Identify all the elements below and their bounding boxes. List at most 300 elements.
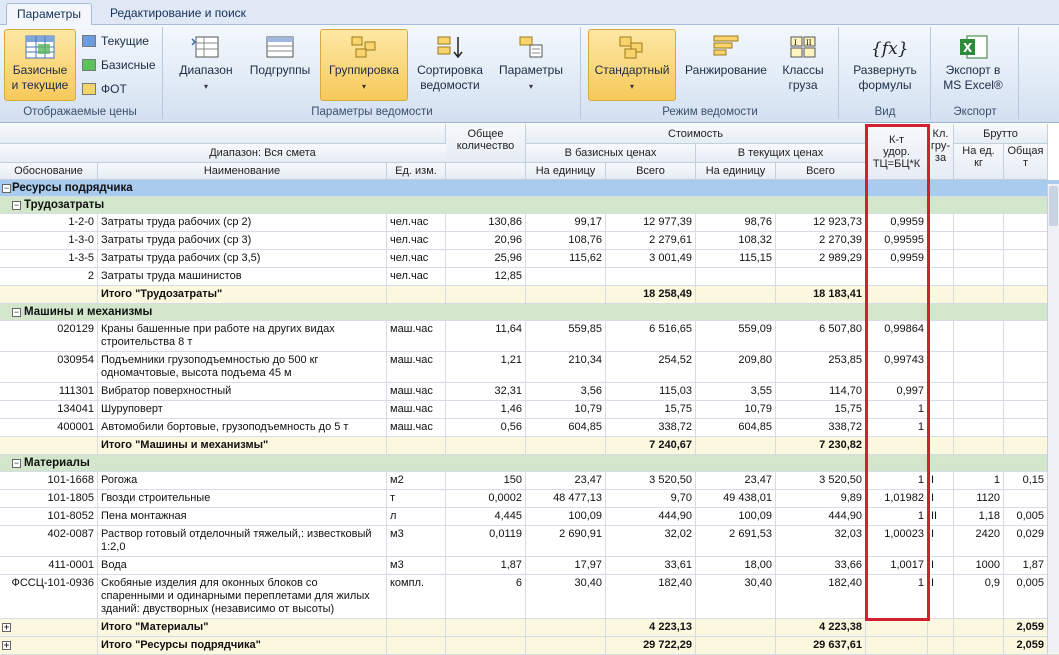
cell-base-per-unit: 559,85 bbox=[526, 321, 606, 351]
ranking-icon bbox=[710, 34, 742, 60]
group-separator bbox=[930, 27, 931, 119]
cell-base-total: 33,61 bbox=[606, 557, 696, 574]
table-row[interactable] bbox=[0, 490, 1059, 508]
header-total-t: Общая т bbox=[1004, 144, 1048, 180]
header-cur-per-unit[interactable]: На единицу bbox=[696, 163, 776, 180]
total-row-machines[interactable] bbox=[0, 437, 1059, 455]
cell-base-total: 254,52 bbox=[606, 352, 696, 382]
cell-basis bbox=[0, 619, 98, 636]
header-base-per-unit[interactable]: На единицу bbox=[526, 163, 606, 180]
group-title: Машины и механизмы bbox=[24, 306, 153, 318]
cell-cur-total: 444,90 bbox=[776, 508, 866, 525]
ranking-button[interactable] bbox=[680, 29, 772, 101]
vertical-scrollbar[interactable] bbox=[1047, 184, 1059, 653]
cell-brutto-per-unit: 0,9 bbox=[954, 575, 1004, 618]
cell-cur-per-unit: 100,09 bbox=[696, 508, 776, 525]
cell-cargo-class: II bbox=[928, 508, 954, 525]
cell-brutto-per-unit bbox=[954, 286, 1004, 303]
cell-brutto-per-unit bbox=[954, 383, 1004, 400]
cell-brutto-total: 0,029 bbox=[1004, 526, 1048, 556]
svg-text:X: X bbox=[963, 41, 973, 55]
group-label-export: Экспорт bbox=[953, 106, 997, 118]
cell-cur-per-unit: 2 691,53 bbox=[696, 526, 776, 556]
cell-basis: 411-0001 bbox=[0, 557, 98, 574]
cell-cargo-class: I bbox=[928, 575, 954, 618]
cell-cur-total: 6 507,80 bbox=[776, 321, 866, 351]
cell-base-total: 2 279,61 bbox=[606, 232, 696, 249]
cell-basis bbox=[0, 437, 98, 454]
table-row[interactable] bbox=[0, 575, 1059, 619]
cell-cargo-class bbox=[928, 619, 954, 636]
cell-base-per-unit: 17,97 bbox=[526, 557, 606, 574]
cell-cur-per-unit: 209,80 bbox=[696, 352, 776, 382]
cell-base-total: 32,02 bbox=[606, 526, 696, 556]
cell-unit: чел.час bbox=[387, 250, 446, 267]
cell-unit: маш.час bbox=[387, 352, 446, 382]
cell-name: Затраты труда рабочих (ср 3) bbox=[98, 232, 387, 249]
cell-name: Раствор готовый отделочный тяжелый,: известковый 1:2,0 bbox=[98, 526, 387, 556]
cell-cur-total: 2 989,29 bbox=[776, 250, 866, 267]
cell-base-total: 6 516,65 bbox=[606, 321, 696, 351]
cell-basis: 101-1668 bbox=[0, 472, 98, 489]
cell-base-total: 15,75 bbox=[606, 401, 696, 418]
cell-cur-per-unit: 10,79 bbox=[696, 401, 776, 418]
cell-cur-per-unit bbox=[696, 619, 776, 636]
parameters-label: Параметры bbox=[499, 63, 563, 77]
cell-brutto-total bbox=[1004, 401, 1048, 418]
cell-unit: м3 bbox=[387, 526, 446, 556]
cell-unit: маш.час bbox=[387, 419, 446, 436]
table-row[interactable] bbox=[0, 557, 1059, 575]
cell-qty: 130,86 bbox=[446, 214, 526, 231]
current-prices-toggle[interactable] bbox=[82, 31, 149, 51]
cell-cur-total: 4 223,38 bbox=[776, 619, 866, 636]
cell-name: Вибратор поверхностный bbox=[98, 383, 387, 400]
cell-base-per-unit: 3,56 bbox=[526, 383, 606, 400]
payroll-icon bbox=[82, 83, 96, 95]
cell-qty bbox=[446, 637, 526, 654]
svg-text:{fx}: {fx} bbox=[871, 39, 909, 59]
group-separator bbox=[838, 27, 839, 119]
cell-brutto-per-unit: 2420 bbox=[954, 526, 1004, 556]
cell-unit: маш.час bbox=[387, 321, 446, 351]
cell-cargo-class bbox=[928, 637, 954, 654]
export-excel-label: Экспорт в MS Excel® bbox=[943, 63, 1003, 92]
tab-edit-search[interactable]: Редактирование и поиск bbox=[110, 6, 246, 20]
cell-brutto-total: 0,005 bbox=[1004, 508, 1048, 525]
group-title: Трудозатраты bbox=[24, 199, 105, 211]
grouping-label: Группировка bbox=[329, 63, 399, 77]
ribbon-tab-bar bbox=[0, 0, 1059, 25]
cell-cur-per-unit: 108,32 bbox=[696, 232, 776, 249]
cell-brutto-per-unit: 1 bbox=[954, 472, 1004, 489]
cell-cur-total: 182,40 bbox=[776, 575, 866, 618]
cell-qty: 11,64 bbox=[446, 321, 526, 351]
cell-cargo-class bbox=[928, 437, 954, 454]
cell-name: Скобяные изделия для оконных блоков со спаренными и одинарными переплетами для жилых зданий: двустворных (независимо от высоты) bbox=[98, 575, 387, 618]
cell-qty: 12,85 bbox=[446, 268, 526, 285]
cell-basis: 1-3-5 bbox=[0, 250, 98, 267]
collapse-toggle-icon[interactable]: − bbox=[3, 183, 10, 193]
cell-coef: 0,9959 bbox=[866, 250, 928, 267]
parameters-icon bbox=[515, 34, 547, 60]
cell-cur-per-unit: 98,76 bbox=[696, 214, 776, 231]
cell-cur-total: 29 637,61 bbox=[776, 637, 866, 654]
base-prices-icon bbox=[82, 59, 96, 71]
cell-brutto-total bbox=[1004, 490, 1048, 507]
cell-cur-per-unit: 3,55 bbox=[696, 383, 776, 400]
tab-parameters[interactable]: Параметры bbox=[6, 3, 92, 25]
cell-base-per-unit: 100,09 bbox=[526, 508, 606, 525]
dropdown-arrow-icon: ▾ bbox=[203, 82, 208, 91]
base-prices-toggle[interactable] bbox=[82, 55, 156, 75]
cell-brutto-per-unit: 1120 bbox=[954, 490, 1004, 507]
cell-coef bbox=[866, 286, 928, 303]
cell-unit bbox=[387, 286, 446, 303]
group-row-labor[interactable] bbox=[0, 197, 1059, 214]
cell-base-total: 115,03 bbox=[606, 383, 696, 400]
cell-qty: 0,0002 bbox=[446, 490, 526, 507]
cell-brutto-total bbox=[1004, 383, 1048, 400]
header-base-total[interactable]: Всего bbox=[606, 163, 696, 180]
cell-base-per-unit bbox=[526, 437, 606, 454]
cell-brutto-total bbox=[1004, 419, 1048, 436]
table-row[interactable] bbox=[0, 352, 1059, 383]
cell-base-per-unit: 48 477,13 bbox=[526, 490, 606, 507]
cell-brutto-total bbox=[1004, 286, 1048, 303]
cell-coef: 1 bbox=[866, 508, 928, 525]
total-row-contractor-resources[interactable] bbox=[0, 637, 1059, 655]
cell-unit: чел.час bbox=[387, 232, 446, 249]
table-row[interactable] bbox=[0, 214, 1059, 232]
cell-cur-total: 15,75 bbox=[776, 401, 866, 418]
cargo-classes-button[interactable] bbox=[776, 29, 830, 101]
cell-qty bbox=[446, 286, 526, 303]
cell-base-per-unit bbox=[526, 268, 606, 285]
collapse-toggle-icon[interactable]: − bbox=[13, 307, 20, 317]
current-prices-label: Текущие bbox=[101, 34, 149, 48]
group-row-materials[interactable] bbox=[0, 455, 1059, 472]
cell-base-per-unit bbox=[526, 619, 606, 636]
cell-base-total: 444,90 bbox=[606, 508, 696, 525]
cell-brutto-per-unit bbox=[954, 214, 1004, 231]
cell-unit: л bbox=[387, 508, 446, 525]
cell-cur-total: 18 183,41 bbox=[776, 286, 866, 303]
group-label-view: Вид bbox=[874, 106, 896, 118]
cell-name: Затраты труда рабочих (ср 2) bbox=[98, 214, 387, 231]
cell-basis: 1-3-0 bbox=[0, 232, 98, 249]
cell-brutto-total bbox=[1004, 214, 1048, 231]
cell-base-per-unit: 115,62 bbox=[526, 250, 606, 267]
cell-qty: 150 bbox=[446, 472, 526, 489]
expand-formulas-label: Развернуть формулы bbox=[853, 63, 917, 92]
cell-base-total: 4 223,13 bbox=[606, 619, 696, 636]
cell-basis: 402-0087 bbox=[0, 526, 98, 556]
cell-qty bbox=[446, 437, 526, 454]
base-and-current-button[interactable] bbox=[4, 29, 76, 101]
header-cur-total[interactable]: Всего bbox=[776, 163, 866, 180]
cell-cargo-class: I bbox=[928, 490, 954, 507]
cell-unit bbox=[387, 619, 446, 636]
cell-cur-total: 114,70 bbox=[776, 383, 866, 400]
cell-cargo-class bbox=[928, 321, 954, 351]
cell-coef: 1,01982 bbox=[866, 490, 928, 507]
cell-basis: 111301 bbox=[0, 383, 98, 400]
cell-brutto-total: 0,005 bbox=[1004, 575, 1048, 618]
dropdown-arrow-icon: ▾ bbox=[528, 82, 533, 91]
cell-cur-per-unit bbox=[696, 286, 776, 303]
cell-qty: 0,0119 bbox=[446, 526, 526, 556]
cell-basis: 1-2-0 bbox=[0, 214, 98, 231]
cell-coef: 0,997 bbox=[866, 383, 928, 400]
cell-coef bbox=[866, 637, 928, 654]
cell-cargo-class bbox=[928, 232, 954, 249]
total-row-materials[interactable] bbox=[0, 619, 1059, 637]
cell-brutto-per-unit bbox=[954, 232, 1004, 249]
excel-icon bbox=[957, 34, 989, 60]
cell-cur-per-unit bbox=[696, 437, 776, 454]
standard-mode-label: Стандартный bbox=[594, 63, 670, 77]
table-row[interactable] bbox=[0, 250, 1059, 268]
group-separator bbox=[1018, 27, 1019, 119]
svg-text:I: I bbox=[794, 39, 797, 47]
formula-icon bbox=[869, 34, 909, 60]
expand-formulas-button[interactable] bbox=[846, 29, 924, 101]
header-unit[interactable]: Ед. изм. bbox=[387, 163, 446, 180]
range-label: Диапазон bbox=[179, 63, 233, 77]
cell-coef: 1 bbox=[866, 472, 928, 489]
cell-cur-per-unit: 18,00 bbox=[696, 557, 776, 574]
cell-basis bbox=[0, 637, 98, 654]
cell-qty: 25,96 bbox=[446, 250, 526, 267]
table-row[interactable] bbox=[0, 419, 1059, 437]
cell-name: Итого "Машины и механизмы" bbox=[98, 437, 387, 454]
base-prices-label: Базисные bbox=[101, 58, 156, 72]
cell-coef bbox=[866, 268, 928, 285]
table-row[interactable] bbox=[0, 268, 1059, 286]
cell-cargo-class bbox=[928, 286, 954, 303]
cell-qty: 0,56 bbox=[446, 419, 526, 436]
cell-cur-total: 338,72 bbox=[776, 419, 866, 436]
cell-unit: маш.час bbox=[387, 383, 446, 400]
cell-base-total: 182,40 bbox=[606, 575, 696, 618]
subgroups-label: Подгруппы bbox=[249, 63, 311, 77]
cell-coef bbox=[866, 437, 928, 454]
header-current-prices: В текущих ценах bbox=[696, 144, 866, 163]
resource-statement-grid bbox=[0, 124, 1059, 653]
table-row[interactable] bbox=[0, 321, 1059, 352]
expand-toggle-icon[interactable]: + bbox=[3, 622, 10, 632]
group-label-prices: Отображаемые цены bbox=[23, 106, 137, 118]
group-row-machines[interactable] bbox=[0, 304, 1059, 321]
header-spacer bbox=[0, 124, 446, 144]
cell-brutto-total bbox=[1004, 232, 1048, 249]
cell-base-total: 7 240,67 bbox=[606, 437, 696, 454]
cell-base-total: 3 001,49 bbox=[606, 250, 696, 267]
cell-coef bbox=[866, 619, 928, 636]
header-cost: Стоимость bbox=[526, 124, 866, 144]
cell-base-total bbox=[606, 268, 696, 285]
table-row[interactable] bbox=[0, 526, 1059, 557]
cell-brutto-total bbox=[1004, 352, 1048, 382]
current-prices-icon bbox=[82, 35, 96, 47]
cell-base-per-unit: 210,34 bbox=[526, 352, 606, 382]
cell-basis: 2 bbox=[0, 268, 98, 285]
cell-coef: 0,99864 bbox=[866, 321, 928, 351]
cell-base-per-unit bbox=[526, 637, 606, 654]
cell-brutto-total: 2,059 bbox=[1004, 619, 1048, 636]
header-base-prices: В базисных ценах bbox=[526, 144, 696, 163]
cargo-classes-icon bbox=[787, 34, 819, 60]
group-row-contractor-resources[interactable] bbox=[0, 180, 1059, 197]
range-icon bbox=[190, 34, 222, 60]
table-row[interactable] bbox=[0, 401, 1059, 419]
cell-cur-per-unit: 49 438,01 bbox=[696, 490, 776, 507]
cell-qty: 1,87 bbox=[446, 557, 526, 574]
header-total-qty: Общее количество bbox=[446, 124, 526, 163]
cell-name: Автомобили бортовые, грузоподъемность до 5 т bbox=[98, 419, 387, 436]
cell-coef: 1 bbox=[866, 401, 928, 418]
cell-cargo-class: I bbox=[928, 472, 954, 489]
cell-cargo-class: I bbox=[928, 557, 954, 574]
header-range: Диапазон: Вся смета bbox=[0, 144, 526, 163]
group-title: Ресурсы подрядчика bbox=[12, 182, 133, 194]
cell-name: Гвозди строительные bbox=[98, 490, 387, 507]
table-row[interactable] bbox=[0, 383, 1059, 401]
cell-name: Итого "Ресурсы подрядчика" bbox=[98, 637, 387, 654]
cell-brutto-per-unit bbox=[954, 619, 1004, 636]
cell-unit: маш.час bbox=[387, 401, 446, 418]
cell-cur-total: 12 923,73 bbox=[776, 214, 866, 231]
base-and-current-label: Базисные и текущие bbox=[11, 63, 69, 92]
cell-brutto-per-unit bbox=[954, 321, 1004, 351]
svg-text:II: II bbox=[806, 39, 812, 47]
header-name[interactable]: Наименование bbox=[98, 163, 387, 180]
cell-qty: 20,96 bbox=[446, 232, 526, 249]
range-button[interactable] bbox=[172, 29, 240, 101]
cell-base-total: 338,72 bbox=[606, 419, 696, 436]
table-row[interactable] bbox=[0, 232, 1059, 250]
header-qty-blank bbox=[446, 163, 526, 180]
cell-brutto-total bbox=[1004, 250, 1048, 267]
cell-cur-per-unit: 559,09 bbox=[696, 321, 776, 351]
cell-cur-per-unit: 115,15 bbox=[696, 250, 776, 267]
cell-brutto-total: 1,87 bbox=[1004, 557, 1048, 574]
cell-name: Шуруповерт bbox=[98, 401, 387, 418]
subgroups-button[interactable] bbox=[244, 29, 316, 101]
cell-basis: 134041 bbox=[0, 401, 98, 418]
cell-base-total: 12 977,39 bbox=[606, 214, 696, 231]
cell-brutto-per-unit bbox=[954, 352, 1004, 382]
cell-cargo-class bbox=[928, 401, 954, 418]
ranking-label: Ранжирование bbox=[685, 63, 767, 77]
cell-basis: 030954 bbox=[0, 352, 98, 382]
cell-brutto-total: 0,15 bbox=[1004, 472, 1048, 489]
cell-unit bbox=[387, 437, 446, 454]
cell-brutto-total: 2,059 bbox=[1004, 637, 1048, 654]
cell-qty bbox=[446, 619, 526, 636]
cell-cur-per-unit bbox=[696, 268, 776, 285]
header-coef: К-т удор. ТЦ=БЦ*К bbox=[866, 124, 928, 180]
cell-basis: 101-8052 bbox=[0, 508, 98, 525]
header-per-unit-kg: На ед. кг bbox=[954, 144, 1004, 180]
cell-unit bbox=[387, 637, 446, 654]
cell-basis: ФССЦ-101-0936 bbox=[0, 575, 98, 618]
cell-cur-total: 2 270,39 bbox=[776, 232, 866, 249]
cell-base-per-unit: 108,76 bbox=[526, 232, 606, 249]
cell-brutto-per-unit bbox=[954, 637, 1004, 654]
grouping-button[interactable] bbox=[320, 29, 408, 101]
collapse-toggle-icon[interactable]: − bbox=[13, 458, 20, 468]
cell-unit: компл. bbox=[387, 575, 446, 618]
sort-statement-label: Сортировка ведомости bbox=[417, 63, 483, 92]
ribbon bbox=[0, 25, 1059, 123]
total-row-labor[interactable] bbox=[0, 286, 1059, 304]
export-excel-button[interactable] bbox=[936, 29, 1010, 101]
standard-mode-icon bbox=[616, 34, 648, 60]
cell-coef: 1 bbox=[866, 575, 928, 618]
collapse-toggle-icon[interactable]: − bbox=[13, 200, 20, 210]
standard-mode-button[interactable] bbox=[588, 29, 676, 101]
table-icon bbox=[24, 34, 56, 60]
parameters-button[interactable] bbox=[494, 29, 568, 101]
cell-cur-per-unit: 604,85 bbox=[696, 419, 776, 436]
cell-name: Краны башенные при работе на других видах строительства 8 т bbox=[98, 321, 387, 351]
cell-cur-per-unit bbox=[696, 637, 776, 654]
cell-coef: 1 bbox=[866, 419, 928, 436]
expand-toggle-icon[interactable]: + bbox=[3, 640, 10, 650]
cell-qty: 1,46 bbox=[446, 401, 526, 418]
scrollbar-thumb[interactable] bbox=[1049, 186, 1058, 226]
cell-coef: 1,00023 bbox=[866, 526, 928, 556]
header-cargo-class: Кл. гру- за bbox=[928, 124, 954, 180]
table-row[interactable] bbox=[0, 472, 1059, 490]
cell-name: Рогожа bbox=[98, 472, 387, 489]
cell-unit: м3 bbox=[387, 557, 446, 574]
cell-base-per-unit: 99,17 bbox=[526, 214, 606, 231]
cell-brutto-total bbox=[1004, 321, 1048, 351]
cell-cur-total bbox=[776, 268, 866, 285]
group-separator bbox=[162, 27, 163, 119]
cell-basis: 101-1805 bbox=[0, 490, 98, 507]
cell-cur-per-unit: 23,47 bbox=[696, 472, 776, 489]
cell-brutto-per-unit bbox=[954, 268, 1004, 285]
table-row[interactable] bbox=[0, 508, 1059, 526]
cell-brutto-per-unit bbox=[954, 437, 1004, 454]
cell-basis bbox=[0, 286, 98, 303]
cell-cargo-class bbox=[928, 268, 954, 285]
cell-brutto-per-unit bbox=[954, 401, 1004, 418]
cell-base-per-unit: 2 690,91 bbox=[526, 526, 606, 556]
cell-cargo-class bbox=[928, 419, 954, 436]
dropdown-arrow-icon: ▾ bbox=[629, 82, 634, 91]
cell-qty: 4,445 bbox=[446, 508, 526, 525]
group-label-params: Параметры ведомости bbox=[311, 106, 433, 118]
cell-cargo-class bbox=[928, 383, 954, 400]
cell-cargo-class: I bbox=[928, 526, 954, 556]
cell-cargo-class bbox=[928, 214, 954, 231]
cell-unit: т bbox=[387, 490, 446, 507]
cell-qty: 1,21 bbox=[446, 352, 526, 382]
cell-name: Затраты труда рабочих (ср 3,5) bbox=[98, 250, 387, 267]
payroll-toggle[interactable] bbox=[82, 79, 127, 99]
sort-statement-button[interactable] bbox=[412, 29, 488, 101]
cell-base-total: 3 520,50 bbox=[606, 472, 696, 489]
header-basis[interactable]: Обоснование bbox=[0, 163, 98, 180]
cell-cur-total: 32,03 bbox=[776, 526, 866, 556]
cell-base-total: 18 258,49 bbox=[606, 286, 696, 303]
cell-basis: 020129 bbox=[0, 321, 98, 351]
